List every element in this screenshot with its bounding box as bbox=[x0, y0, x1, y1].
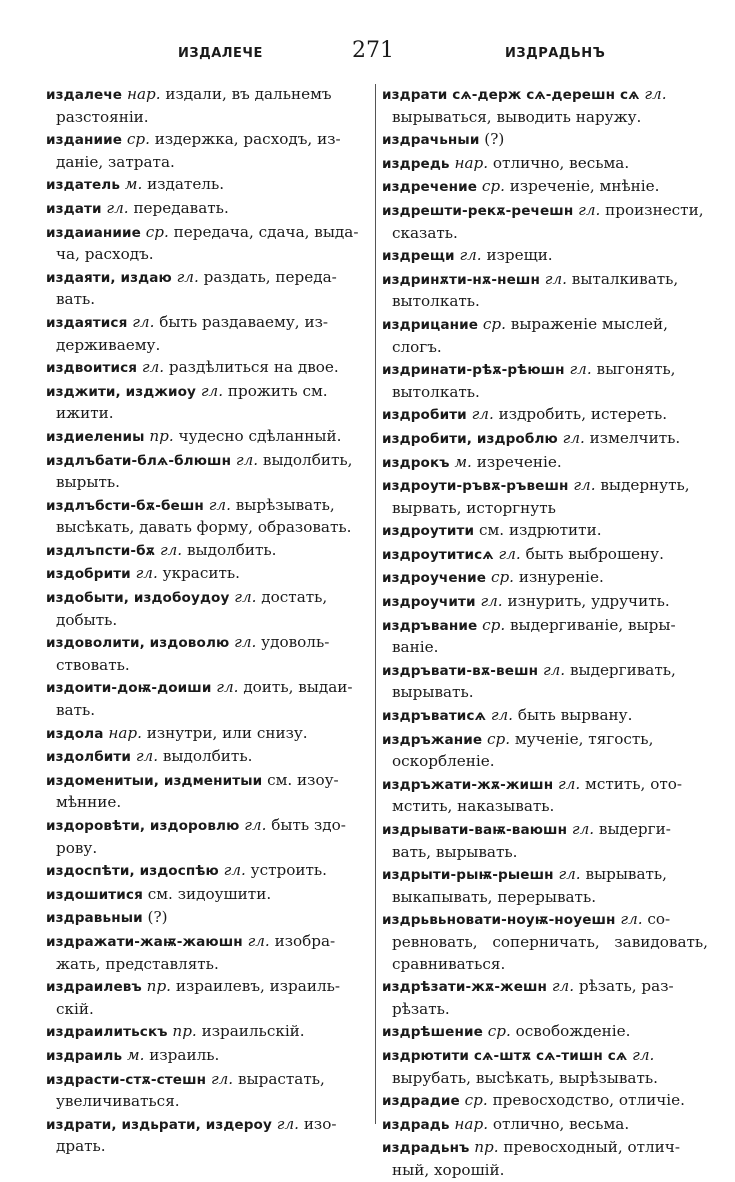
dictionary-entry bbox=[46, 1021, 370, 1044]
dictionary-entry bbox=[382, 864, 708, 908]
definition-continuation: вырвать, исторгнуть bbox=[392, 498, 556, 517]
part-of-speech: гл. bbox=[141, 358, 165, 377]
part-of-speech: гл. bbox=[558, 865, 581, 884]
dictionary-entry bbox=[46, 450, 370, 494]
part-of-speech: гл. bbox=[234, 633, 257, 652]
definition: см. зидоушити. bbox=[147, 884, 272, 903]
definition-continuation: рѣзать. bbox=[392, 999, 450, 1018]
dictionary-entry bbox=[382, 520, 708, 543]
definition: доить, выдаи- bbox=[243, 678, 353, 697]
dictionary-entry bbox=[46, 174, 370, 197]
definition: рѣзать, раз- bbox=[578, 977, 674, 996]
dictionary-entry bbox=[382, 1045, 708, 1089]
headword: издрещи bbox=[382, 248, 455, 265]
definition: вырѣзывать, bbox=[235, 495, 335, 514]
definition-continuation: выкапывать, перерывать. bbox=[392, 887, 597, 906]
headword: издаяти, издаю bbox=[46, 269, 172, 286]
definition: передача, сдача, выда- bbox=[173, 222, 359, 241]
definition: выраженіе мыслей, bbox=[510, 314, 668, 333]
dictionary-entry bbox=[382, 314, 708, 358]
definition-continuation: рову. bbox=[56, 838, 98, 857]
definition-continuation: ча, расходъ. bbox=[56, 245, 154, 264]
headword: издръвати-вѫ-вешн bbox=[382, 662, 539, 679]
headword: изданиие bbox=[46, 132, 123, 149]
headword: издрыти-рыѭ-рыешн bbox=[382, 867, 554, 884]
dictionary-entry bbox=[46, 222, 370, 266]
part-of-speech: гл. bbox=[216, 678, 239, 697]
headword: издаятися bbox=[46, 314, 128, 331]
dictionary-entry bbox=[382, 1021, 708, 1044]
dictionary-entry bbox=[46, 426, 370, 449]
headword: издошитися bbox=[46, 886, 143, 903]
definition: издержка, расходъ, из- bbox=[154, 130, 341, 149]
part-of-speech: ср. bbox=[490, 568, 515, 587]
headword: издрьвьновати-ноуѭ-ноуешн bbox=[382, 912, 616, 929]
part-of-speech: гл. bbox=[234, 588, 257, 607]
part-of-speech: гл. bbox=[558, 774, 581, 793]
definition: выдергивать, bbox=[569, 660, 676, 679]
part-of-speech: гл. bbox=[542, 660, 566, 679]
definition-continuation: вырыть. bbox=[56, 473, 120, 492]
headword: издобрити bbox=[46, 566, 131, 583]
definition: устроить. bbox=[250, 861, 327, 880]
part-of-speech: гл. bbox=[247, 931, 270, 950]
dictionary-entry bbox=[382, 404, 708, 427]
dictionary-entry bbox=[46, 198, 370, 221]
dictionary-entry bbox=[382, 153, 708, 176]
part-of-speech: ср. bbox=[487, 1022, 511, 1041]
definition: изнурить, удручить. bbox=[507, 592, 670, 611]
headword: издвоитися bbox=[46, 360, 138, 377]
definition-continuation: скій. bbox=[56, 999, 94, 1018]
column-divider bbox=[375, 84, 376, 1124]
dictionary-entry bbox=[382, 909, 708, 975]
dictionary-entry bbox=[46, 976, 370, 1020]
dictionary-entry bbox=[46, 267, 370, 311]
part-of-speech: нар. bbox=[454, 1114, 489, 1133]
dictionary-entry bbox=[382, 705, 708, 728]
definition: раздѣлиться на двое. bbox=[168, 358, 339, 377]
dictionary-entry bbox=[382, 84, 708, 128]
dictionary-entry bbox=[46, 1114, 370, 1158]
definition: (?) bbox=[484, 130, 505, 149]
headword: издиелениы bbox=[46, 428, 145, 445]
definition-continuation: жать, представлять. bbox=[56, 954, 219, 973]
definition: изобра- bbox=[274, 931, 336, 950]
dictionary-entry bbox=[382, 428, 708, 451]
definition: вырывать, bbox=[585, 865, 668, 884]
definition: украсить. bbox=[162, 564, 240, 583]
part-of-speech: гл. bbox=[176, 267, 199, 286]
dictionary-entry bbox=[46, 1069, 370, 1113]
dictionary-entry bbox=[46, 677, 370, 721]
part-of-speech: гл. bbox=[620, 910, 643, 929]
part-of-speech: пр. bbox=[146, 977, 171, 996]
definition-continuation: разстояніи. bbox=[56, 107, 149, 126]
definition-continuation: ваніе. bbox=[392, 638, 439, 657]
part-of-speech: гл. bbox=[578, 200, 601, 219]
definition: выдергиваніе, выры- bbox=[509, 615, 676, 634]
dictionary-entry bbox=[382, 660, 708, 704]
dictionary-entry bbox=[382, 567, 708, 590]
headword: издраилевъ bbox=[46, 979, 142, 996]
dictionary-entry bbox=[46, 815, 370, 859]
part-of-speech: ср. bbox=[145, 222, 169, 241]
dictionary-entry bbox=[46, 495, 370, 539]
part-of-speech: гл. bbox=[498, 544, 521, 563]
part-of-speech: м. bbox=[124, 175, 143, 194]
part-of-speech: гл. bbox=[490, 706, 514, 725]
dictionary-entry bbox=[382, 615, 708, 659]
headword: издрокъ bbox=[382, 454, 450, 471]
dictionary-entry bbox=[46, 723, 370, 746]
dictionary-entry bbox=[46, 587, 370, 631]
definition: издали, въ дальнемъ bbox=[165, 85, 332, 103]
headword: издръжати-жѫ-жишн bbox=[382, 776, 554, 793]
definition: издатель. bbox=[147, 175, 225, 194]
headword: издалече bbox=[46, 87, 123, 103]
part-of-speech: гл. bbox=[244, 816, 267, 834]
dictionary-entry bbox=[382, 544, 708, 567]
headword: издатель bbox=[46, 177, 121, 194]
dictionary-entry bbox=[382, 359, 708, 403]
dictionary-entry bbox=[46, 563, 370, 586]
definition-continuation: оскорбленіе. bbox=[392, 752, 495, 771]
dictionary-entry bbox=[46, 907, 370, 930]
headword: издрадьнъ bbox=[382, 1140, 470, 1157]
definition: вырастать, bbox=[237, 1069, 325, 1088]
definition: достать, bbox=[261, 588, 328, 607]
definition: израилевъ, израиль- bbox=[175, 977, 340, 996]
dictionary-entry bbox=[46, 884, 370, 907]
dictionary-entry bbox=[382, 976, 708, 1020]
definition: быть здо- bbox=[271, 816, 346, 834]
headword: издлъбсти-бѫ-бешн bbox=[46, 497, 204, 514]
definition: быть выброшену. bbox=[525, 544, 664, 563]
part-of-speech: нар. bbox=[126, 85, 161, 103]
headword: изджити, изджиоу bbox=[46, 383, 197, 400]
part-of-speech: гл. bbox=[544, 269, 567, 288]
part-of-speech: ср. bbox=[126, 130, 150, 149]
definition: отлично, весьма. bbox=[492, 1114, 630, 1133]
dictionary-entry bbox=[46, 632, 370, 676]
headword: издоспѣти, издоспѣю bbox=[46, 863, 219, 880]
definition-continuation: ный, хорошій. bbox=[392, 1160, 505, 1179]
page-header bbox=[0, 38, 735, 78]
headword: издрасти-стѫ-стешн bbox=[46, 1071, 207, 1088]
part-of-speech: гл. bbox=[573, 476, 596, 495]
dictionary-entry bbox=[382, 729, 708, 773]
headword: издръватисѧ bbox=[382, 708, 486, 725]
headword: издръвание bbox=[382, 617, 478, 634]
running-head-right: ИЗДРАДЬНЪ bbox=[505, 46, 606, 61]
definition: см. издрютити. bbox=[478, 521, 602, 540]
part-of-speech: ср. bbox=[464, 1091, 488, 1110]
part-of-speech: ср. bbox=[481, 177, 505, 196]
definition-continuation: слогъ. bbox=[392, 337, 442, 356]
headword: издолбити bbox=[46, 749, 132, 766]
headword: издрютити сѧ-штѫ сѧ-тишн сѧ bbox=[382, 1047, 628, 1064]
part-of-speech: гл. bbox=[135, 564, 158, 583]
headword: издлъбати-блѧ-блюшн bbox=[46, 452, 232, 469]
definition-continuation: драть. bbox=[56, 1137, 106, 1156]
definition: израильскій. bbox=[201, 1022, 305, 1041]
dictionary-entry bbox=[46, 1045, 370, 1068]
headword: издола bbox=[46, 725, 104, 742]
definition: выгонять, bbox=[596, 360, 676, 379]
part-of-speech: гл. bbox=[208, 495, 231, 514]
dictionary-entry bbox=[382, 269, 708, 313]
headword: издрешти-рекѫ-речешн bbox=[382, 202, 574, 219]
part-of-speech: ср. bbox=[482, 314, 506, 333]
running-head-left: ИЗДАЛЕЧЕ bbox=[178, 46, 263, 61]
dictionary-entry bbox=[46, 540, 370, 563]
page-number: 271 bbox=[352, 38, 394, 63]
definition-continuation: ревновать, соперничать, завидовать, сравниваться. bbox=[392, 932, 708, 973]
definition: измелчить. bbox=[589, 428, 681, 447]
definition: выдолбить. bbox=[162, 747, 253, 766]
definition: освобожденіе. bbox=[515, 1022, 631, 1041]
definition-continuation: даніе, затрата. bbox=[56, 152, 175, 171]
definition: выдерги- bbox=[598, 820, 671, 838]
headword: издрицание bbox=[382, 316, 479, 333]
dictionary-entry bbox=[382, 245, 708, 268]
headword: издаианиие bbox=[46, 224, 141, 241]
definition-continuation: мстить, наказывать. bbox=[392, 797, 555, 816]
definition: превосходный, отлич- bbox=[503, 1138, 680, 1157]
definition: быть вырвану. bbox=[517, 706, 633, 725]
part-of-speech: м. bbox=[454, 452, 472, 471]
definition: чудесно сдѣланный. bbox=[178, 426, 342, 445]
part-of-speech: гл. bbox=[135, 747, 159, 766]
definition: передавать. bbox=[133, 198, 229, 217]
part-of-speech: гл. bbox=[210, 1069, 234, 1088]
headword: издати bbox=[46, 200, 102, 217]
part-of-speech: гл. bbox=[471, 405, 494, 424]
dictionary-entry bbox=[46, 129, 370, 173]
part-of-speech: гл. bbox=[223, 861, 246, 880]
dictionary-entry bbox=[46, 931, 370, 975]
part-of-speech: пр. bbox=[172, 1022, 197, 1041]
definition-continuation: ствовать. bbox=[56, 655, 130, 674]
definition: изнуреніе. bbox=[518, 568, 604, 587]
definition: отлично, весьма. bbox=[492, 153, 630, 172]
headword: издроутити bbox=[382, 523, 475, 540]
definition: мученіе, тягость, bbox=[514, 729, 654, 748]
dictionary-entry bbox=[46, 312, 370, 356]
headword: издрадь bbox=[382, 1116, 450, 1133]
dictionary-entry bbox=[382, 475, 708, 519]
headword: издрати, издьрати, издероу bbox=[46, 1116, 272, 1133]
headword: издроутитисѧ bbox=[382, 546, 494, 563]
part-of-speech: гл. bbox=[132, 312, 155, 331]
definition-continuation: сказать. bbox=[392, 223, 458, 242]
headword: издраилитьскъ bbox=[46, 1024, 168, 1041]
definition-continuation: вытолкать. bbox=[392, 292, 480, 311]
headword: издръжание bbox=[382, 731, 483, 748]
dictionary-entry bbox=[382, 1137, 708, 1181]
dictionary-entry bbox=[382, 1114, 708, 1137]
definition: со- bbox=[647, 910, 671, 929]
headword: издрачьныи bbox=[382, 132, 480, 149]
definition-continuation: вырывать. bbox=[392, 683, 474, 702]
part-of-speech: ср. bbox=[487, 729, 511, 748]
dictionary-entry bbox=[46, 746, 370, 769]
part-of-speech: м. bbox=[127, 1045, 145, 1064]
part-of-speech: гл. bbox=[106, 198, 129, 217]
definition: раздать, переда- bbox=[203, 267, 337, 286]
definition-continuation: ижити. bbox=[56, 404, 114, 423]
dictionary-entry bbox=[382, 591, 708, 614]
headword: издрати сѧ-держ сѧ-дерешн сѧ bbox=[382, 87, 640, 103]
part-of-speech: гл. bbox=[632, 1045, 655, 1064]
definition: см. изоу- bbox=[267, 770, 339, 789]
dictionary-entry bbox=[382, 774, 708, 818]
part-of-speech: гл. bbox=[459, 246, 482, 265]
part-of-speech: нар. bbox=[108, 723, 142, 742]
definition: мстить, ото- bbox=[585, 774, 683, 793]
definition: издробить, истереть. bbox=[498, 405, 668, 424]
dictionary-entry bbox=[46, 860, 370, 883]
definition-continuation: держиваему. bbox=[56, 335, 161, 354]
definition-continuation: вырубать, высѣкать, вырѣзывать. bbox=[392, 1068, 658, 1087]
part-of-speech: гл. bbox=[562, 428, 585, 447]
left-column bbox=[46, 84, 370, 1156]
headword: издрѣзати-жѫ-жешн bbox=[382, 979, 548, 996]
definition-continuation: вать, вырывать. bbox=[392, 842, 518, 861]
part-of-speech: гл. bbox=[551, 977, 575, 996]
definition: превосходство, отличіе. bbox=[492, 1091, 685, 1110]
definition-continuation: увеличиваться. bbox=[56, 1092, 180, 1111]
definition: израиль. bbox=[149, 1045, 220, 1064]
definition: выдернуть, bbox=[600, 476, 690, 495]
definition-continuation: вытолкать. bbox=[392, 382, 480, 401]
headword: издоровѣти, издоровлю bbox=[46, 818, 240, 834]
headword: издредь bbox=[382, 155, 450, 172]
definition-continuation: вать. bbox=[56, 701, 96, 720]
definition: (?) bbox=[147, 908, 168, 927]
headword: издоменитыи, издменитыи bbox=[46, 772, 263, 789]
headword: издроути-ръвѫ-ръвешн bbox=[382, 478, 569, 495]
part-of-speech: нар. bbox=[454, 153, 489, 172]
definition-continuation: вать. bbox=[56, 290, 96, 309]
definition-continuation: добыть. bbox=[56, 610, 118, 629]
definition: изнутри, или снизу. bbox=[146, 723, 308, 742]
dictionary-entry bbox=[382, 176, 708, 199]
headword: издражати-жаѭ-жаюшн bbox=[46, 933, 243, 950]
part-of-speech: гл. bbox=[276, 1114, 299, 1133]
definition: быть раздаваему, из- bbox=[159, 312, 328, 331]
headword: издраиль bbox=[46, 1047, 123, 1064]
part-of-speech: гл. bbox=[235, 450, 259, 469]
dictionary-entry bbox=[46, 84, 370, 128]
definition: прожить см. bbox=[227, 381, 328, 400]
definition: изрещи. bbox=[486, 246, 553, 265]
headword: издречение bbox=[382, 179, 478, 196]
part-of-speech: ср. bbox=[482, 615, 506, 634]
part-of-speech: пр. bbox=[149, 426, 174, 445]
part-of-speech: гл. bbox=[571, 820, 595, 838]
dictionary-entry bbox=[382, 129, 708, 152]
headword: издрывати-ваѭ-ваюшн bbox=[382, 822, 568, 838]
part-of-speech: гл. bbox=[159, 540, 183, 559]
dictionary-entry bbox=[46, 357, 370, 380]
definition: изо- bbox=[303, 1114, 337, 1133]
headword: издравьныи bbox=[46, 910, 143, 927]
definition-continuation: мѣнние. bbox=[56, 793, 122, 812]
headword: издроучити bbox=[382, 594, 476, 611]
definition-continuation: вырываться, выводить наружу. bbox=[392, 107, 642, 126]
part-of-speech: пр. bbox=[474, 1138, 499, 1157]
dictionary-entry bbox=[382, 452, 708, 475]
headword: издобыти, издобоудоу bbox=[46, 590, 230, 607]
dictionary-entry bbox=[382, 1090, 708, 1113]
part-of-speech: гл. bbox=[569, 360, 592, 379]
headword: издринѫти-нѫ-нешн bbox=[382, 271, 540, 288]
definition: выталкивать, bbox=[571, 269, 679, 288]
headword: издлъпсти-бѫ bbox=[46, 542, 156, 559]
definition: произнести, bbox=[605, 200, 704, 219]
headword: издрадие bbox=[382, 1093, 460, 1110]
definition: выдолбить, bbox=[262, 450, 353, 469]
dictionary-entry bbox=[46, 770, 370, 814]
dictionary-entry bbox=[382, 200, 708, 244]
dictionary-entry bbox=[46, 381, 370, 425]
part-of-speech: гл. bbox=[480, 592, 503, 611]
part-of-speech: гл. bbox=[644, 85, 667, 103]
headword: издроучение bbox=[382, 570, 487, 587]
headword: издрѣшение bbox=[382, 1024, 483, 1041]
definition: выдолбить. bbox=[186, 540, 277, 559]
headword: издробити, издроблю bbox=[382, 430, 558, 447]
headword: издробити bbox=[382, 407, 467, 424]
definition-continuation: высѣкать, давать форму, образовать. bbox=[56, 518, 352, 537]
headword: издоволити, издоволю bbox=[46, 635, 230, 652]
headword: издоити-доѭ-доиши bbox=[46, 680, 212, 697]
definition: изреченіе, мнѣніе. bbox=[509, 177, 660, 196]
right-column bbox=[382, 84, 708, 1179]
definition: изреченіе. bbox=[476, 452, 562, 471]
definition: удоволь- bbox=[261, 633, 330, 652]
dictionary-entry bbox=[382, 819, 708, 863]
headword: издринати-рѣѫ-рѣюшн bbox=[382, 362, 565, 379]
part-of-speech: гл. bbox=[200, 381, 224, 400]
